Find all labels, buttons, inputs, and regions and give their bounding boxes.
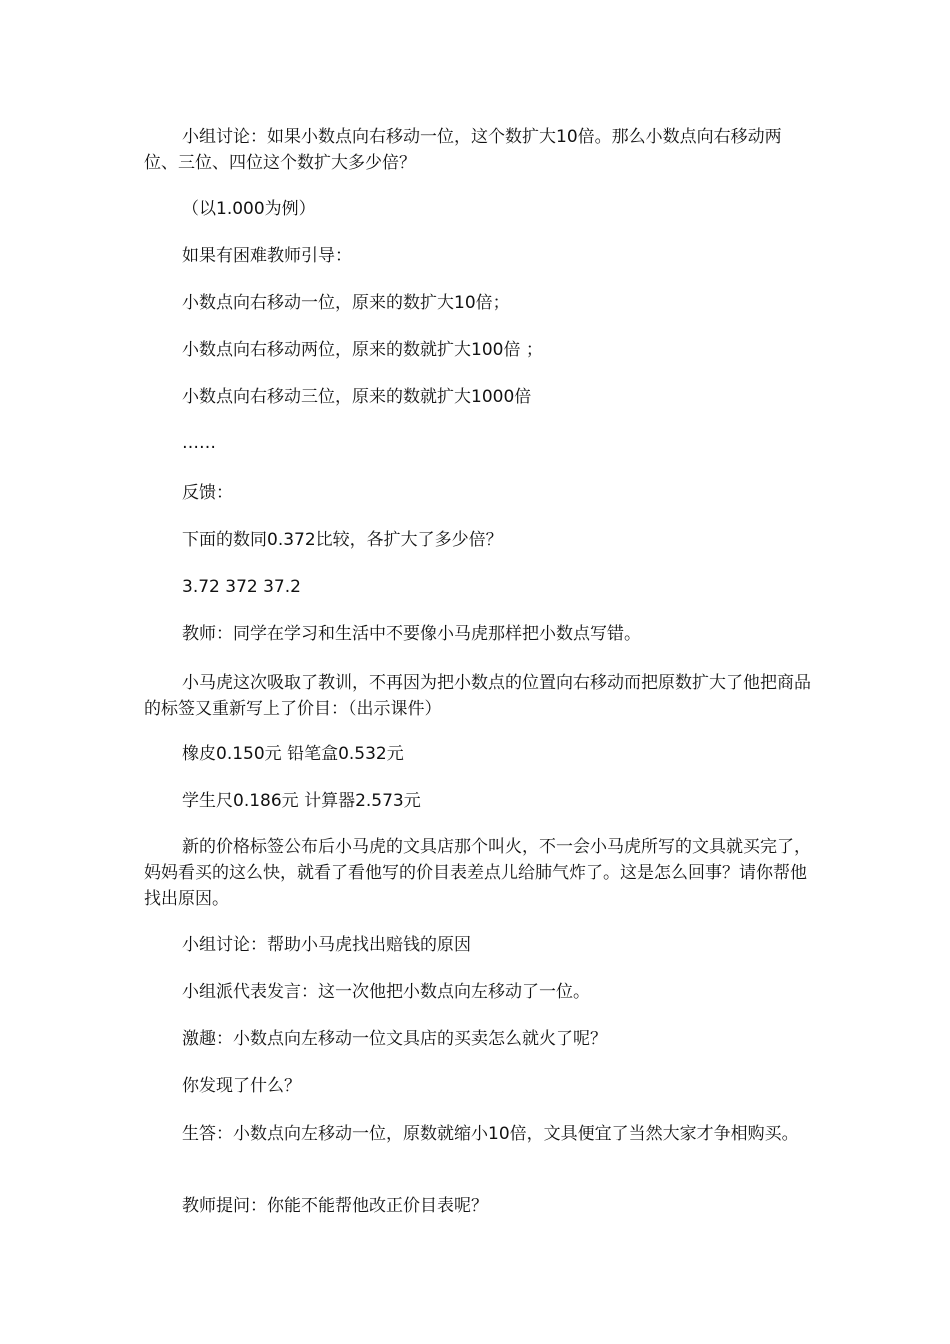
paragraph-move-two: 小数点向右移动两位，原来的数就扩大100倍 ； (182, 340, 543, 360)
paragraph-prices-2: 学生尺0.186元 计算器2.573元 (182, 791, 421, 811)
paragraph-compare-question: 下面的数同0.372比较，各扩大了多少倍？ (182, 530, 503, 550)
paragraph-numbers: 3.72 372 37.2 (182, 577, 301, 597)
paragraph-example: （以1.000为例） (182, 199, 316, 219)
paragraph-student-answer: 生答：小数点向左移动一位，原数就缩小10倍，文具便宜了当然大家才争相购买。 (182, 1124, 799, 1144)
paragraph-feedback: 反馈： (182, 483, 233, 503)
paragraph-group-discussion-2: 小组讨论：帮助小马虎找出赔钱的原因 (182, 935, 471, 955)
paragraph-group-discussion: 小组讨论：如果小数点向右移动一位，这个数扩大10倍。那么小数点向右移动两位、三位、四位这个数扩大多少倍？ (144, 127, 782, 173)
paragraph-move-one: 小数点向右移动一位，原来的数扩大10倍； (182, 293, 510, 313)
paragraph-discovery: 你发现了什么？ (182, 1076, 301, 1096)
paragraph-teacher-guide: 如果有困难教师引导： (182, 246, 352, 266)
paragraph-teacher-remark: 教师：同学在学习和生活中不要像小马虎那样把小数点写错。 (182, 624, 641, 644)
paragraph-ellipsis: …… (182, 433, 216, 453)
paragraph-teacher-question: 教师提问：你能不能帮他改正价目表呢？ (182, 1196, 488, 1216)
paragraph-price-tags: 小马虎这次吸取了教训，不再因为把小数点的位置向右移动而把原数扩大了他把商品的标签又重新写上了价目：（出示课件） (144, 673, 811, 719)
paragraph-motivation: 激趣：小数点向左移动一位文具店的买卖怎么就火了呢？ (182, 1029, 607, 1049)
paragraph-representative: 小组派代表发言：这一次他把小数点向左移动了一位。 (182, 982, 590, 1002)
paragraph-story: 新的价格标签公布后小马虎的文具店那个叫火，不一会小马虎所写的文具就买完了，妈妈看买的这么快，就看了看他写的价目表差点儿给肺气炸了。这是怎么回事？请你帮他找出原因。 (144, 837, 811, 909)
paragraph-move-three: 小数点向右移动三位，原来的数就扩大1000倍 (182, 387, 532, 407)
paragraph-prices-1: 橡皮0.150元 铅笔盒0.532元 (182, 744, 404, 764)
